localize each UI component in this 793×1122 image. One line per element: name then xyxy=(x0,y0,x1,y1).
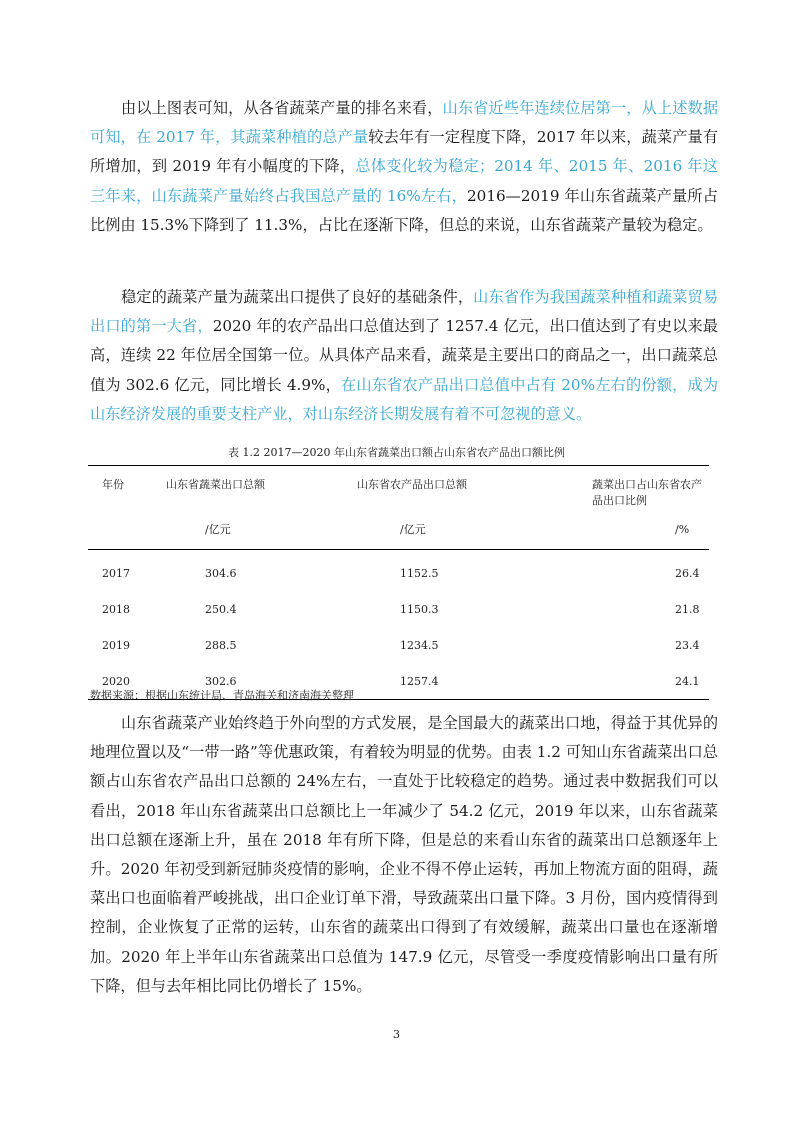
cell-year: 2018 xyxy=(102,602,130,616)
cell-vegetable-export: 250.4 xyxy=(205,602,237,616)
cell-year: 2020 xyxy=(88,663,165,700)
table-row xyxy=(88,591,709,627)
paragraph-3-segment: 山东省蔬菜产业始终趋于外向型的方式发展，是全国最大的蔬菜出口地，得益于其优异的地理位置以及“一带一路”等优惠政策，有着较为明显的优势。由表 1.2 可知山东省蔬菜出口总额占山东省农产品出口总额的 24%左右，一直处于比较稳定的趋势。通过表中数据我们可以看出，2018 年山东省蔬菜出口总额比上一年减少了 54.2 亿元，2019 年以来，山东省蔬菜出口总额在逐渐上升，虽在 2018 年有所下降，但是总的来看山东省的蔬菜出口总额逐年上升。2020 年初受到新冠肺炎疫情的影响，企业不得不停止运转，再加上物流方面的阻碍，蔬菜出口也面临着严峻挑战，出口企业订单下滑，导致蔬菜出口量下降。3 月份，国内疫情得到控制，企业恢复了正常的运转，山东省的蔬菜出口得到了有效缓解，蔬菜出口量也在逐渐增加。2020 年上半年山东省蔬菜出口总值为 147.9 亿元，尽管受一季度疫情影响出口量有所下降，但与去年相比同比仍增长了 15%。 xyxy=(90,714,718,995)
paragraph-1-segment: 由以上图表可知，从各省蔬菜产量的排名来看， xyxy=(121,99,443,117)
cell-vegetable-export: 302.6 xyxy=(165,663,356,700)
header-year: 年份 xyxy=(88,466,165,510)
table-unit-row xyxy=(88,509,709,550)
unit-year xyxy=(88,509,165,550)
cell-export-ratio: 23.4 xyxy=(675,638,700,652)
cell-export-ratio: 26.4 xyxy=(675,566,700,580)
paragraph-1-highlight: 山东省近些年连续位居第一，从上述数据可知，在 2017 年，其蔬菜种植的总产量 xyxy=(90,99,719,147)
cell-year: 2019 xyxy=(102,638,130,652)
paragraph-2-segment: 稳定的蔬菜产量为蔬菜出口提供了良好的基础条件， xyxy=(121,288,474,306)
page-number: 3 xyxy=(393,1028,400,1041)
cell-export-ratio: 21.8 xyxy=(675,602,700,616)
header-export-ratio: 蔬菜出口占山东省农产品出口比例 xyxy=(591,466,709,510)
paragraph-1-highlight: 总体变化较为稳定；2014 年、2015 年、2016 年这三年来，山东蔬菜产量始终占我国总产量的 16%左右， xyxy=(90,157,718,205)
paragraph-2 xyxy=(90,283,718,429)
unit-agri-export: /亿元 xyxy=(356,509,591,550)
header-vegetable-export: 山东省蔬菜出口总额 xyxy=(165,466,356,510)
cell-agri-export: 1150.3 xyxy=(400,602,439,616)
table-caption: 表 1.2 2017—2020 年山东省蔬菜出口额占山东省农产品出口额比例 xyxy=(228,446,565,459)
table-header-row xyxy=(88,466,709,510)
export-ratio-table xyxy=(88,465,709,700)
paragraph-2-segment: 2020 年的农产品出口总值达到了 1257.4 亿元，出口值达到了有史以来最高，连续 22 年位居全国第一位。从具体产品来看，蔬菜是主要出口的商品之一，出口蔬菜总值为 302.6 亿元，同比增长 4.9%， xyxy=(90,317,718,394)
table-row xyxy=(88,627,709,663)
table-row xyxy=(88,550,709,592)
table-source-note: 数据来源：根据山东统计局、青岛海关和济南海关整理 xyxy=(90,689,354,702)
header-agri-export: 山东省农产品出口总额 xyxy=(356,466,591,510)
paragraph-2-highlight: 在山东省农产品出口总值中占有 20%左右的份额，成为山东经济发展的重要支柱产业，对山东经济长期发展有着不可忽视的意义。 xyxy=(90,375,719,423)
paragraph-3 xyxy=(90,709,718,1001)
unit-export-ratio: /% xyxy=(591,509,709,550)
cell-agri-export: 1234.5 xyxy=(400,638,439,652)
cell-vegetable-export: 288.5 xyxy=(205,638,237,652)
cell-agri-export: 1152.5 xyxy=(400,566,439,580)
paragraph-1 xyxy=(90,94,718,240)
cell-vegetable-export: 304.6 xyxy=(205,566,237,580)
cell-agri-export: 1257.4 xyxy=(356,663,591,700)
unit-vegetable-export: /亿元 xyxy=(165,509,356,550)
paragraph-1-segment: 2016—2019 年山东省蔬菜产量所占比例由 15.3%下降到了 11.3%，占比在逐渐下降，但总的来说，山东省蔬菜产量较为稳定。 xyxy=(90,186,718,234)
cell-year: 2017 xyxy=(102,566,130,580)
paragraph-1-segment: 较去年有一定程度下降，2017 年以来，蔬菜产量有所增加，到 2019 年有小幅度的下降， xyxy=(90,128,719,176)
paragraph-2-highlight: 山东省作为我国蔬菜种植和蔬菜贸易出口的第一大省， xyxy=(90,288,719,336)
cell-export-ratio: 24.1 xyxy=(591,663,709,700)
